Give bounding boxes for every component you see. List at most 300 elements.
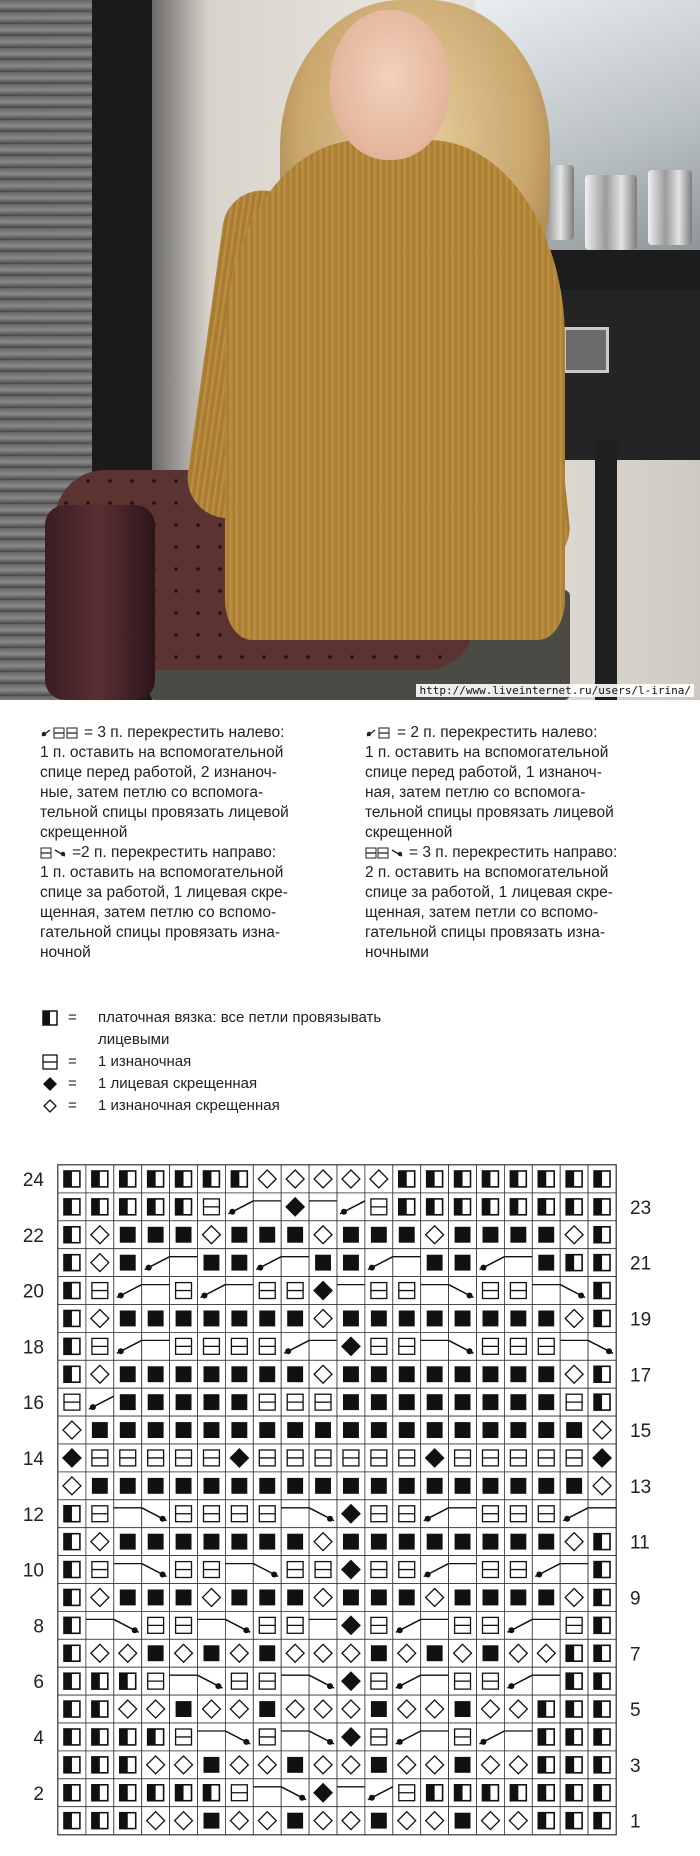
chart-cell (198, 1165, 226, 1193)
chart-cell (504, 1751, 532, 1779)
chart-cell (421, 1528, 449, 1556)
chart-cell (588, 1305, 616, 1333)
legend-line (40, 783, 340, 803)
chart-cell (114, 1695, 142, 1723)
chart-cell (225, 1388, 253, 1416)
chart-cell (477, 1723, 505, 1751)
chart-cell (449, 1528, 477, 1556)
chart-cell (309, 1695, 337, 1723)
chart-cell (253, 1639, 281, 1667)
chart-cell (365, 1807, 393, 1835)
chart-cell (365, 1277, 393, 1305)
chart-cell (365, 1500, 393, 1528)
chart-cell (225, 1556, 253, 1584)
chart-cell (504, 1277, 532, 1305)
chart-cell (198, 1639, 226, 1667)
row-number-right: 7 (630, 1644, 641, 1666)
legend-line (365, 823, 685, 843)
legend-text: ные, затем петлю со вспомога- (40, 784, 264, 801)
chart-cell (504, 1779, 532, 1807)
chart-cell (170, 1500, 198, 1528)
chart-cell (309, 1193, 337, 1221)
chart-cell (421, 1444, 449, 1472)
chart-cell (588, 1249, 616, 1277)
chart-cell (588, 1695, 616, 1723)
legend-line (365, 923, 685, 943)
chart-cell (588, 1779, 616, 1807)
chart-cell (560, 1584, 588, 1612)
chart-cell (142, 1556, 170, 1584)
chart-cell (253, 1388, 281, 1416)
chart-cell (281, 1779, 309, 1807)
chart-cell (504, 1472, 532, 1500)
chart-cell (170, 1723, 198, 1751)
chart-cell (309, 1277, 337, 1305)
legend-text: = 3 п. перекрестить направо: (409, 844, 618, 861)
chart-cell (281, 1444, 309, 1472)
chart-cell (532, 1416, 560, 1444)
chart-cell (253, 1807, 281, 1835)
chart-cell (309, 1472, 337, 1500)
legend-text: ночными (365, 944, 429, 961)
chart-cell (225, 1695, 253, 1723)
chart-cell (58, 1807, 86, 1835)
table-leg (595, 440, 617, 700)
chart-cell (114, 1221, 142, 1249)
chart-cell (337, 1444, 365, 1472)
chart-cell (170, 1193, 198, 1221)
chart-cell (477, 1751, 505, 1779)
row-number-left: 22 (22, 1225, 44, 1247)
chart-cell (114, 1500, 142, 1528)
chart-cell (588, 1360, 616, 1388)
drawer-handle (563, 327, 609, 373)
chart-cell (58, 1193, 86, 1221)
equals-sign: = (68, 1009, 77, 1026)
row-number-right: 3 (630, 1755, 641, 1777)
chart-cell (449, 1388, 477, 1416)
chart-cell (560, 1416, 588, 1444)
chart-cell (142, 1444, 170, 1472)
symbol-legend-text: платочная вязка: все петли провязывать (98, 1009, 382, 1026)
chart-cell (198, 1500, 226, 1528)
chart-cell (588, 1667, 616, 1695)
legend-text: 1 п. оставить на вспомогательной (365, 744, 609, 761)
legend-text: 2 п. оставить на вспомогательной (365, 864, 609, 881)
legend-line (365, 723, 685, 743)
chart-cell (421, 1751, 449, 1779)
chart-cell (281, 1416, 309, 1444)
chart-cell (281, 1723, 309, 1751)
chart-cell (421, 1695, 449, 1723)
chart-cell (309, 1751, 337, 1779)
chart-cell (532, 1305, 560, 1333)
chart-cell (114, 1779, 142, 1807)
chart-cell (337, 1611, 365, 1639)
chart-cell (504, 1388, 532, 1416)
chart-cell (504, 1584, 532, 1612)
chart-cell (309, 1388, 337, 1416)
chart-cell (421, 1221, 449, 1249)
chart-cell (560, 1500, 588, 1528)
cross2-right-icon (40, 846, 68, 860)
chart-cell (281, 1695, 309, 1723)
chart-cell (253, 1444, 281, 1472)
legend-line (40, 803, 340, 823)
chart-cell (58, 1779, 86, 1807)
row-number-left: 12 (22, 1504, 44, 1526)
legend-text: тельной спицы провязать лицевой (40, 804, 289, 821)
chart-cell (309, 1416, 337, 1444)
chart-cell (253, 1556, 281, 1584)
chart-cell (309, 1360, 337, 1388)
chart-cell (393, 1723, 421, 1751)
legend-text: спице перед работой, 2 изнаноч- (40, 764, 277, 781)
chart-cell (365, 1584, 393, 1612)
chart-cell (170, 1584, 198, 1612)
legend-line (40, 763, 340, 783)
chart-cell (421, 1360, 449, 1388)
chart-cell (504, 1611, 532, 1639)
chart-cell (198, 1723, 226, 1751)
legend-text: тельной спицы провязать лицевой (365, 804, 614, 821)
chart-cell (225, 1472, 253, 1500)
chart-cell (114, 1751, 142, 1779)
chart-cell (588, 1611, 616, 1639)
chart-cell (170, 1751, 198, 1779)
chart-cell (588, 1165, 616, 1193)
legend-left-column (40, 723, 340, 963)
chart-cell (114, 1807, 142, 1835)
chart-cell (58, 1723, 86, 1751)
chart-cell (253, 1667, 281, 1695)
chart-cell (477, 1500, 505, 1528)
legend-line (40, 883, 340, 903)
chart-cell (170, 1249, 198, 1277)
chart-cell (142, 1193, 170, 1221)
chart-cell (393, 1416, 421, 1444)
chart-cell (114, 1584, 142, 1612)
chart-cell (477, 1332, 505, 1360)
chart-cell (86, 1305, 114, 1333)
chart-cell (281, 1751, 309, 1779)
legend-text: =2 п. перекрестить направо: (72, 844, 277, 861)
chart-cell (170, 1695, 198, 1723)
chart-cell (114, 1165, 142, 1193)
chart-cell (225, 1584, 253, 1612)
chart-cell (560, 1779, 588, 1807)
chart-cell (365, 1472, 393, 1500)
chart-cell (114, 1193, 142, 1221)
row-number-right: 19 (630, 1309, 652, 1331)
chart-cell (421, 1416, 449, 1444)
chart-cell (337, 1472, 365, 1500)
chart-cell (253, 1751, 281, 1779)
chart-cell (58, 1695, 86, 1723)
chart-cell (421, 1472, 449, 1500)
chart-cell (58, 1667, 86, 1695)
chart-cell (309, 1500, 337, 1528)
chart-cell (421, 1500, 449, 1528)
chart-cell (449, 1416, 477, 1444)
chart-cell (170, 1444, 198, 1472)
chart-cell (449, 1305, 477, 1333)
chart-cell (393, 1193, 421, 1221)
chart-cell (225, 1416, 253, 1444)
chart-cell (170, 1807, 198, 1835)
legend-line (365, 843, 685, 863)
chart-cell (281, 1249, 309, 1277)
chart-cell (532, 1332, 560, 1360)
chart-cell (477, 1807, 505, 1835)
chart-cell (281, 1360, 309, 1388)
chart-cell (170, 1472, 198, 1500)
chart-cell (560, 1611, 588, 1639)
chart-cell (449, 1667, 477, 1695)
chart-cell (309, 1305, 337, 1333)
chart-cell (337, 1584, 365, 1612)
chart-cell (365, 1723, 393, 1751)
chart-cell (198, 1807, 226, 1835)
chart-cell (86, 1193, 114, 1221)
chart-cell (393, 1751, 421, 1779)
chart-cell (225, 1751, 253, 1779)
chart-cell (58, 1221, 86, 1249)
chart-cell (477, 1277, 505, 1305)
chart-cell (532, 1779, 560, 1807)
chart-cell (142, 1528, 170, 1556)
row-number-left: 6 (33, 1672, 44, 1694)
chart-cell (421, 1779, 449, 1807)
chart-cell (560, 1444, 588, 1472)
chart-cell (560, 1556, 588, 1584)
chart-cell (58, 1305, 86, 1333)
legend-right-column (365, 723, 685, 963)
row-number-left: 2 (33, 1783, 44, 1805)
legend-text: щенная, затем петлю со вспомо- (40, 904, 277, 921)
legend-line (40, 823, 340, 843)
chart-cell (365, 1193, 393, 1221)
legend-line (365, 783, 685, 803)
diamond-open-icon (42, 1098, 58, 1114)
chart-cell (86, 1695, 114, 1723)
chart-cell (421, 1639, 449, 1667)
chart-cell (86, 1416, 114, 1444)
chart-cell (449, 1639, 477, 1667)
chart-cell (449, 1807, 477, 1835)
chart-cell (365, 1165, 393, 1193)
chart-cell (421, 1193, 449, 1221)
chart-cell (449, 1360, 477, 1388)
chart-cell (449, 1472, 477, 1500)
chart-cell (170, 1528, 198, 1556)
chart-cell (86, 1332, 114, 1360)
chart-cell (532, 1193, 560, 1221)
row-number-right: 1 (630, 1811, 641, 1833)
chart-cell (449, 1751, 477, 1779)
chart-cell (170, 1221, 198, 1249)
chart-cell (253, 1472, 281, 1500)
chart-cell (309, 1723, 337, 1751)
chart-cell (170, 1611, 198, 1639)
chart-cell (449, 1277, 477, 1305)
chart-cell (532, 1695, 560, 1723)
chart-cell (198, 1221, 226, 1249)
chart-cell (253, 1695, 281, 1723)
chart-cell (86, 1472, 114, 1500)
equals-sign: = (68, 1097, 77, 1114)
chart-cell (449, 1332, 477, 1360)
chart-cell (365, 1305, 393, 1333)
chart-cell (281, 1305, 309, 1333)
chart-cell (477, 1249, 505, 1277)
chart-cell (309, 1556, 337, 1584)
equals-sign: = (68, 1053, 77, 1070)
chart-cell (365, 1332, 393, 1360)
chart-cell (114, 1639, 142, 1667)
chart-cell (281, 1667, 309, 1695)
chart-cell (588, 1221, 616, 1249)
chart-cell (477, 1416, 505, 1444)
chart-cell (58, 1611, 86, 1639)
chart-cell (477, 1305, 505, 1333)
chart-cell (225, 1444, 253, 1472)
chart-cell (477, 1472, 505, 1500)
chart-cell (393, 1249, 421, 1277)
chart-cell (86, 1444, 114, 1472)
chart-cell (114, 1332, 142, 1360)
chart-cell (86, 1611, 114, 1639)
chart-cell (281, 1500, 309, 1528)
chart-cell (393, 1221, 421, 1249)
legend-text: спице за работой, 1 лицевая скре- (40, 884, 288, 901)
chart-cell (393, 1556, 421, 1584)
chart-cell (309, 1807, 337, 1835)
chart-cell (86, 1779, 114, 1807)
chart-cell (560, 1360, 588, 1388)
chart-cell (532, 1500, 560, 1528)
chart-cell (253, 1360, 281, 1388)
cross3-left-icon (40, 726, 80, 740)
symbol-legend-row (42, 1051, 381, 1073)
chart-cell (477, 1667, 505, 1695)
chart-cell (477, 1556, 505, 1584)
chart-cell (365, 1528, 393, 1556)
chart-cell (365, 1695, 393, 1723)
chart-cell (114, 1444, 142, 1472)
chart-cell (309, 1221, 337, 1249)
chart-cell (198, 1332, 226, 1360)
chart-cell (114, 1528, 142, 1556)
chart-cell (337, 1751, 365, 1779)
chart-cell (198, 1444, 226, 1472)
chart-cell (449, 1165, 477, 1193)
chart-cell (504, 1695, 532, 1723)
chart-cell (421, 1277, 449, 1305)
chart-cell (142, 1249, 170, 1277)
sweater (225, 140, 565, 640)
chart-cell (532, 1444, 560, 1472)
chart-cell (58, 1388, 86, 1416)
chart-cell (225, 1779, 253, 1807)
chart-cell (532, 1639, 560, 1667)
chart-cell (477, 1444, 505, 1472)
chart-cell (337, 1305, 365, 1333)
chart-cell (309, 1611, 337, 1639)
row-number-right: 13 (630, 1476, 652, 1498)
chart-cell (198, 1277, 226, 1305)
chart-cell (58, 1332, 86, 1360)
legend-text: щенная, затем петли со вспомо- (365, 904, 599, 921)
chart-cell (365, 1249, 393, 1277)
chart-cell (588, 1444, 616, 1472)
chart-cell (337, 1277, 365, 1305)
cross3-right-icon (365, 846, 405, 860)
chart-cell (532, 1388, 560, 1416)
legend-text: 1 п. оставить на вспомогательной (40, 744, 284, 761)
chart-cell (588, 1472, 616, 1500)
legend-line (40, 923, 340, 943)
chart-cell (253, 1249, 281, 1277)
row-number-right: 21 (630, 1253, 652, 1275)
chart-cell (142, 1332, 170, 1360)
chart-cell (477, 1221, 505, 1249)
chart-cell (588, 1723, 616, 1751)
chart-cell (393, 1305, 421, 1333)
chart-cell (504, 1416, 532, 1444)
chart-cell (309, 1639, 337, 1667)
glass-jar (648, 170, 692, 245)
chart-cell (560, 1165, 588, 1193)
chart-cell (365, 1751, 393, 1779)
chart-cell (421, 1667, 449, 1695)
chart-cell (114, 1360, 142, 1388)
chart-cell (337, 1249, 365, 1277)
chart-cell (142, 1472, 170, 1500)
chart-cell (504, 1807, 532, 1835)
legend-text: гательной спицы провязать изна- (365, 924, 606, 941)
diamond-filled-icon (42, 1076, 58, 1092)
row-number-right: 9 (630, 1588, 641, 1610)
chart-cell (365, 1667, 393, 1695)
chart-cell (86, 1751, 114, 1779)
chart-cell (253, 1416, 281, 1444)
chart-cell (532, 1528, 560, 1556)
chart-cell (142, 1416, 170, 1444)
legend-text: гательной спицы провязать изна- (40, 924, 281, 941)
chart-cell (281, 1584, 309, 1612)
chart-cell (142, 1165, 170, 1193)
legend-line (40, 903, 340, 923)
chart-cell (393, 1639, 421, 1667)
chart-cell (504, 1556, 532, 1584)
chart-cell (393, 1500, 421, 1528)
chart-cell (560, 1249, 588, 1277)
chart-cell (504, 1193, 532, 1221)
chart-cell (170, 1165, 198, 1193)
source-url: http://www.liveinternet.ru/users/l-irina/ (416, 684, 694, 697)
chart-cell (142, 1500, 170, 1528)
chart-cell (170, 1388, 198, 1416)
chart-cell (58, 1500, 86, 1528)
symbol-legend-text: 1 лицевая скрещенная (98, 1075, 258, 1092)
chart-cell (449, 1611, 477, 1639)
chart-cell (225, 1221, 253, 1249)
chart-cell (58, 1165, 86, 1193)
chart-cell (588, 1500, 616, 1528)
legend-text: скрещенной (365, 824, 453, 841)
legend-text: спице перед работой, 1 изнаноч- (365, 764, 602, 781)
